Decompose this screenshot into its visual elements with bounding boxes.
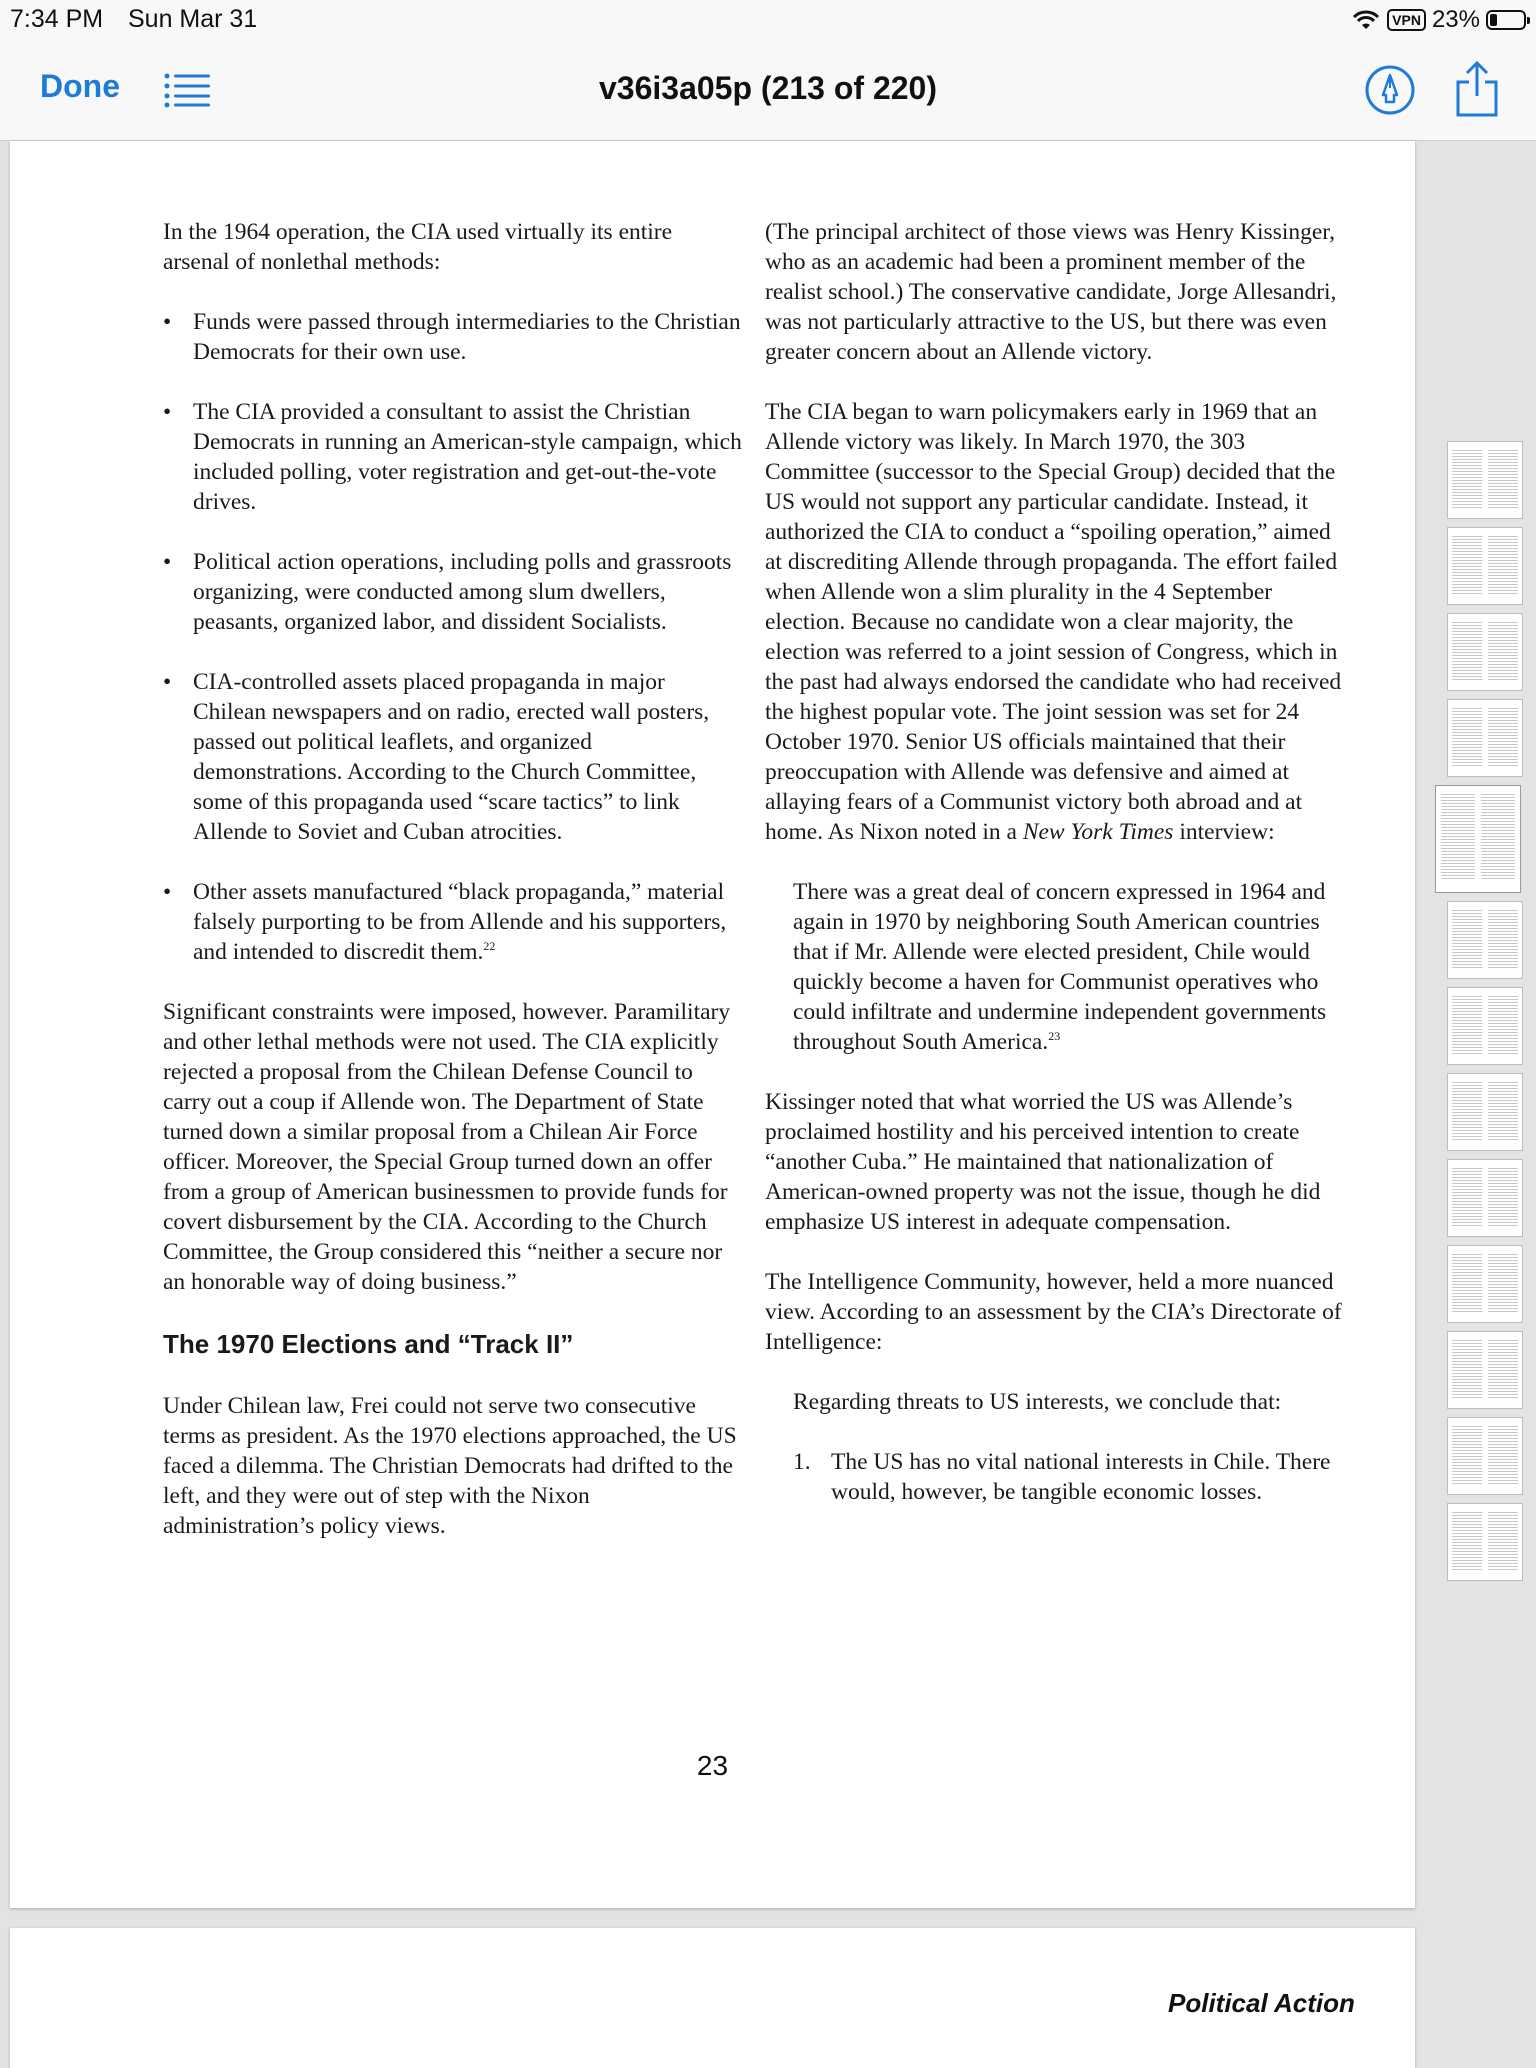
- right-column: [765, 217, 1345, 1507]
- done-button[interactable]: Done: [40, 68, 120, 104]
- thumbnail-text-column: [1452, 448, 1482, 510]
- kissinger-architect-paragraph: (The principal architect of those views was Henry Kissinger, who as an academic had been a prominent member of the realist school.) The conservative candidate, Jorge Allesandri, was not particularly attractive to the US, but there was even greater concern about an Allende victory.: [765, 219, 1337, 365]
- thumbnail-text-column: [1488, 448, 1518, 510]
- page-thumbnail[interactable]: [1447, 1417, 1523, 1495]
- list-item: [163, 877, 743, 967]
- page-thumbnail[interactable]: [1447, 1245, 1523, 1323]
- current-page-thumbnail[interactable]: [1435, 785, 1521, 893]
- status-date: Sun Mar 31: [128, 5, 258, 33]
- list-item: [793, 1447, 1345, 1507]
- intelligence-community-paragraph: The Intelligence Community, however, held a more nuanced view. According to an assessment by the CIA’s Directorate of Intelligence:: [765, 1269, 1342, 1355]
- thumbnail-text-column: [1452, 534, 1482, 596]
- thumbnail-text-column: [1452, 1166, 1482, 1228]
- status-bar: [0, 0, 1536, 40]
- thumbnail-text-column: [1488, 1252, 1518, 1314]
- pdf-page: [10, 141, 1415, 1908]
- newspaper-title: New York Times: [1022, 819, 1174, 845]
- list-item-text: Other assets manufactured “black propaganda,” material falsely purporting to be from Allende and his supporters, and intended to discredit them.: [193, 879, 727, 965]
- thumbnail-text-column: [1488, 1424, 1518, 1486]
- thumbnail-text-column: [1488, 908, 1518, 970]
- markup-pen-icon[interactable]: [1364, 64, 1416, 116]
- methods-list: [163, 307, 743, 967]
- nav-bar: [0, 40, 1536, 141]
- quote-text: There was a great deal of concern expressed in 1964 and again in 1970 by neighboring South American countries that if Mr. Allende were elected president, Chile would quickly become a haven for Communist operatives who could infiltrate and undermine independent governments throughout South America.: [793, 879, 1327, 1055]
- thumbnail-text-column: [1488, 706, 1518, 768]
- kissinger-worry-paragraph: Kissinger noted that what worried the US was Allende’s proclaimed hostility and his perceived intention to create “another Cuba.” He maintained that nationalization of American-owned property was not the issue, though he did emphasize US interest in adequate compensation.: [765, 1089, 1321, 1235]
- thumbnail-text-column: [1488, 1080, 1518, 1142]
- thumbnail-text-column: [1452, 1252, 1482, 1314]
- thumbnail-text-column: [1488, 994, 1518, 1056]
- thumbnail-text-column: [1441, 792, 1475, 879]
- page-thumbnail[interactable]: [1447, 699, 1523, 777]
- nixon-quote: [793, 877, 1345, 1057]
- thumbnail-text-column: [1452, 1424, 1482, 1486]
- thumbnail-text-column: [1452, 1080, 1482, 1142]
- page-thumbnail[interactable]: [1447, 1503, 1523, 1581]
- list-number: 1.: [793, 1449, 811, 1475]
- page-thumbnail[interactable]: [1447, 613, 1523, 691]
- running-head: Political Action: [1168, 1988, 1355, 2018]
- thumbnail-text-column: [1452, 908, 1482, 970]
- left-column: [163, 217, 743, 1571]
- share-icon[interactable]: [1454, 60, 1500, 118]
- page-thumbnail[interactable]: [1447, 901, 1523, 979]
- page-thumbnail[interactable]: [1447, 1159, 1523, 1237]
- page-thumbnail[interactable]: [1447, 527, 1523, 605]
- section-heading: The 1970 Elections and “Track II”: [163, 1329, 574, 1359]
- list-item-text: The US has no vital national interests in Chile. There would, however, be tangible economic losses.: [831, 1449, 1331, 1505]
- thumbnail-text-column: [1452, 994, 1482, 1056]
- footnote-ref[interactable]: 22: [483, 939, 496, 954]
- thumbnail-text-column: [1452, 1510, 1482, 1572]
- list-item: • Funds were passed through intermediaries to the Christian Democrats for their own use.: [163, 307, 743, 367]
- page-thumbnail[interactable]: [1447, 987, 1523, 1065]
- document-title: v36i3a05p (213 of 220): [599, 70, 937, 106]
- paragraph-text: interview:: [1173, 819, 1275, 845]
- assessment-list: [793, 1447, 1345, 1507]
- document-viewer[interactable]: [0, 141, 1536, 2048]
- battery-icon: [1486, 10, 1526, 30]
- thumbnail-text-column: [1488, 1510, 1518, 1572]
- thumbnail-text-column: [1481, 792, 1515, 879]
- list-item: • The CIA provided a consultant to assist the Christian Democrats in running an American-style campaign, which included polling, voter registration and get-out-the-vote drives.: [163, 397, 743, 517]
- thumbnail-text-column: [1452, 706, 1482, 768]
- page-thumbnail-strip[interactable]: [1447, 441, 1527, 1589]
- list-item: • CIA-controlled assets placed propaganda in major Chilean newspapers and on radio, erected wall posters, passed out political leaflets, and organized demonstrations. According to the Church Committee, some of this propaganda used “scare tactics” to link Allende to Soviet and Cuban atrocities.: [163, 667, 743, 847]
- intro-paragraph: In the 1964 operation, the CIA used virtually its entire arsenal of nonlethal methods:: [163, 219, 673, 275]
- wifi-icon: [1351, 9, 1381, 31]
- list-item: • Political action operations, including polls and grassroots organizing, were conducted among slum dwellers, peasants, organized labor, and dissident Socialists.: [163, 547, 743, 637]
- next-pdf-page: [10, 1928, 1415, 2068]
- status-right-group: [1351, 6, 1526, 34]
- thumbnail-text-column: [1452, 1338, 1482, 1400]
- vpn-badge: VPN: [1387, 9, 1426, 31]
- battery-percent: 23%: [1431, 6, 1480, 33]
- thumbnail-text-column: [1488, 1166, 1518, 1228]
- thumbnail-text-column: [1488, 1338, 1518, 1400]
- page-thumbnail[interactable]: [1447, 1073, 1523, 1151]
- footnote-ref[interactable]: 23: [1048, 1029, 1061, 1044]
- elections-paragraph: Under Chilean law, Frei could not serve two consecutive terms as president. As the 1970 elections approached, the US faced a dilemma. The Christian Democrats had drifted to the left, and they were out of step with the Nixon administration’s policy views.: [163, 1393, 737, 1539]
- constraints-paragraph: Significant constraints were imposed, however. Paramilitary and other lethal methods were not used. The CIA explicitly rejected a proposal from the Chilean Defense Council to carry out a coup if Allende won. The Department of State turned down a similar proposal from a Chilean Air Force officer. Moreover, the Special Group turned down an offer from a group of American businessmen to provide funds for covert disbursement by the CIA. According to the Church Committee, the Group considered this “neither a secure nor an honorable way of doing business.”: [163, 999, 731, 1295]
- thumbnail-text-column: [1452, 620, 1482, 682]
- assessment-quote: Regarding threats to US interests, we conclude that:: [793, 1389, 1282, 1415]
- page-thumbnail[interactable]: [1447, 1331, 1523, 1409]
- page-number: 23: [696, 1750, 729, 1781]
- status-time: 7:34 PM: [10, 5, 104, 33]
- paragraph-text: The CIA began to warn policymakers early in 1969 that an Allende victory was likely. In March 1970, the 303 Committee (successor to the Special Group) decided that the US would not support any particular candidate. Instead, it authorized the CIA to conduct a “spoiling operation,” aimed at discrediting Allende through propaganda. The effort failed when Allende won a slim plurality in the 4 September election. Because no candidate won a clear majority, the election was referred to a joint session of Congress, which in the past had always endorsed the candidate who had received the highest popular vote. The joint session was set for 24 October 1970. Senior US officials maintained that their preoccupation with Allende was defensive and aimed at allaying fears of a Communist victory both abroad and at home. As Nixon noted in a: [765, 399, 1342, 845]
- cia-warning-paragraph: [765, 397, 1345, 847]
- thumbnail-text-column: [1488, 534, 1518, 596]
- page-thumbnail[interactable]: [1447, 441, 1523, 519]
- thumbnail-text-column: [1488, 620, 1518, 682]
